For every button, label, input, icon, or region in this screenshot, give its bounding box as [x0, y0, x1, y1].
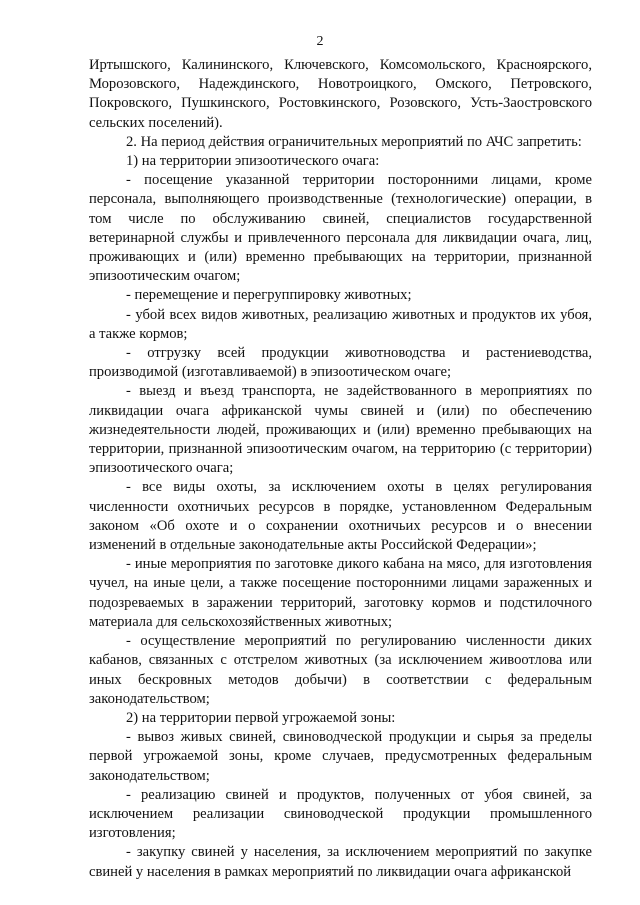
page-number: 2 [316, 34, 324, 49]
paragraph-list-item: - иные мероприятия по заготовке дикого кабана на мясо, для изготовления чучел, на иные цели, а также посещение посторонними лицами зараженных и подозреваемых в заражении территорий, заготовку кормов и подстилочного материала для сельскохозяйственных животных; [89, 556, 592, 630]
paragraph-subitem-1-header: 1) на территории эпизоотического очага: [126, 153, 380, 170]
paragraph-list-item: - посещение указанной территории посторонними лицами, кроме персонала, выполняющего производственные (технологические) операции, в том числе по обслуживанию свиней, специалистов государственной ветеринарной службы и привлеченного персонала для ликвидации очага, лиц, проживающих и (или) временно пребывающих на территории, признанной эпизоотическим очагом; [89, 172, 592, 285]
paragraph-list-item: - закупку свиней у населения, за исключением мероприятий по закупке свиней у населения в рамках мероприятий по ликвидации очага африканской [89, 844, 592, 880]
paragraph-list-item: - вывоз живых свиней, свиноводческой продукции и сырья за пределы первой угрожаемой зоны, кроме случаев, предусмотренных федеральным законодательством; [89, 729, 592, 784]
paragraph-list-item: - выезд и въезд транспорта, не задействованного в мероприятиях по ликвидации очага африканской чумы свиней и (или) по обеспечению жизнедеятельности людей, проживающих и (или) временно пребывающих на территории, признанной эпизоотическим очагом, на территорию (с территории) эпизоотического очага; [89, 383, 592, 477]
paragraph-list-item: - осуществление мероприятий по регулированию численности диких кабанов, связанных с отстрелом животных (за исключением живоотлова или иных бескровных методов добычи) в соответствии с федеральным законодательством; [89, 633, 592, 707]
paragraph-list-item: - перемещение и перегруппировку животных; [126, 287, 412, 304]
paragraph-subitem-2-header: 2) на территории первой угрожаемой зоны: [126, 709, 396, 726]
paragraph-item-2-header: 2. На период действия ограничительных мероприятий по АЧС запретить: [126, 133, 582, 150]
paragraph-list-item: - отгрузку всей продукции животноводства и растениеводства, производимой (изготавливаемой) в эпизоотическом очаге; [89, 345, 592, 381]
paragraph-settlements-continuation: Иртышского, Калининского, Ключевского, Комсомольского, Красноярского, Морозовского, Надеждинского, Новотроицкого, Омского, Петровского, Покровского, Пушкинского, Ростовкинского, Розовского, Усть-Заостровского сельских поселений). [89, 57, 592, 131]
document-body [89, 56, 592, 882]
paragraph-list-item: - реализацию свиней и продуктов, полученных от убоя свиней, за исключением реализации свиноводческой продукции промышленного изготовления; [89, 786, 592, 842]
paragraph-list-item: - все виды охоты, за исключением охоты в целях регулирования численности охотничьих ресурсов в порядке, установленном Федеральным законом «Об охоте и о сохранении охотничьих ресурсов и о внесении изменений в отдельные законодательные акты Российской Федерации»; [89, 479, 592, 554]
paragraph-list-item: - убой всех видов животных, реализацию животных и продуктов их убоя, а также кормов; [89, 306, 592, 342]
